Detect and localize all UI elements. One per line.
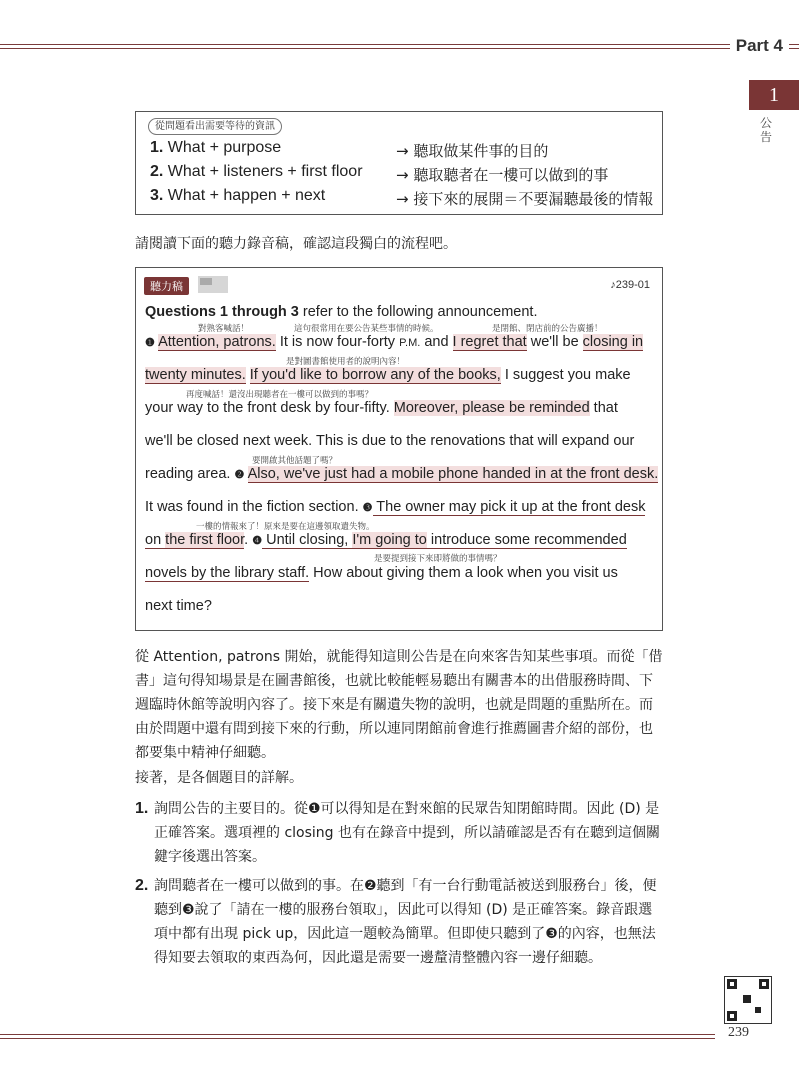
annotation-note: 這句很常用在要公告某些事情的時候。 (294, 324, 439, 334)
strategy-row: 3. What + happen + next (150, 187, 326, 204)
transcript-box (135, 267, 663, 631)
transcript-line: next time? (145, 598, 212, 614)
transcript-line: reading area. ❷ Also, we've just had a mobile phone handed in at the front desk. (145, 466, 659, 482)
strategy-box (135, 111, 663, 215)
part-label: Part 4 (730, 36, 789, 56)
transcript-line: we'll be closed next week. This is due to the renovations that will expand our (145, 433, 635, 449)
chapter-title: 公告 (759, 116, 772, 144)
answer-item: 2. 詢問聽者在一樓可以做到的事。在❷聽到「有一台行動電話被送到服務台」後，便聽到❸說了「請在一樓的服務台領取」，因此可以得知 (D) 是正確答案。錄音跟選項中都有出現 pick up，因此這一題較為簡單。但即使只聽到了❸的內容，也無法得知要去領取的東西為何，因此還是需要一邊釐清整體內容一邊仔細聽。 (135, 877, 657, 966)
strategy-answer: → 聽取聽者在一樓可以做到的事 (396, 166, 609, 184)
strategy-row: 1. What + purpose (150, 139, 282, 156)
annotation-note: 對熟客喊話！ (198, 324, 250, 334)
transcript-line: on the first floor. ❹ Until closing, I'm going to introduce some recommended (145, 532, 627, 548)
annotation-note: 要開啟其他話題了嗎？ (252, 456, 338, 466)
transcript-tag: 聽力稿 (144, 277, 189, 295)
transcript-line: novels by the library staff. How about giving them a look when you visit us (145, 565, 618, 581)
header-rule (0, 44, 799, 45)
qr-code-icon (724, 976, 772, 1024)
strategy-answer: → 聽取做某件事的目的 (396, 142, 549, 160)
footer-rule (0, 1038, 715, 1039)
footer-rule (0, 1034, 715, 1035)
transcript-heading: Questions 1 through 3 refer to the following announcement. (145, 304, 538, 320)
explanation-paragraph: 從 Attention, patrons 開始，就能得知這則公告是在向來客告知某些事項。而從「借書」這句得知場景是在圖書館後，也就比較能輕易聽出有關書本的出借服務時間、下週臨時休館等說明內容了。接下來是有關遺失物的說明，也就是問題的重點所在。而由於問題中還有問到接下來的行動，所以連同閉館前會進行推薦圖書介紹的部份，也都要集中精神仔細聽。 (135, 649, 663, 761)
transcript-line: twenty minutes. If you'd like to borrow any of the books, I suggest you make (145, 367, 631, 383)
header-rule (0, 48, 799, 49)
page-number: 239 (728, 1025, 749, 1040)
intro-text: 請閱讀下面的聽力錄音稿，確認這段獨白的流程吧。 (135, 236, 457, 252)
strategy-row: 2. What + listeners + first floor (150, 163, 363, 180)
details-intro: 接著，是各個題目的詳解。 (135, 770, 303, 786)
strategy-tag: 從問題看出需要等待的資訊 (148, 118, 282, 135)
answer-item: 1. 詢問公告的主要目的。從❶可以得知是在對來館的民眾告知閉館時間。因此 (D) 是正確答案。選項裡的 closing 也有在錄音中提到，所以請確認是否有在聽到這個關鍵字後選出答案。 (135, 800, 660, 865)
annotation-note: 一樓的情報來了！原來是要在這邊領取遺失物。 (196, 522, 375, 532)
annotation-note: 是要提到接下來即將做的事情嗎？ (374, 554, 502, 564)
transcript-line: ❶ Attention, patrons. It is now four-forty P.M. and I regret that we'll be closing in (145, 334, 644, 350)
audio-track-code: ♪239-01 (610, 279, 650, 291)
flag-icon (198, 276, 228, 293)
transcript-line: your way to the front desk by four-fifty. Moreover, please be reminded that (145, 400, 618, 416)
annotation-note: 再度喊話！還沒出現聽者在一樓可以做到的事嗎？ (186, 390, 374, 400)
transcript-line: It was found in the fiction section. ❸ The owner may pick it up at the front desk (145, 499, 646, 515)
annotation-note: 是閉館、閉店前的公告廣播！ (492, 324, 603, 334)
annotation-note: 是對圖書館使用者的說明內容！ (286, 357, 406, 367)
chapter-tab: 1 (749, 80, 799, 110)
strategy-answer: → 接下來的展開＝不要漏聽最後的情報 (396, 190, 654, 208)
